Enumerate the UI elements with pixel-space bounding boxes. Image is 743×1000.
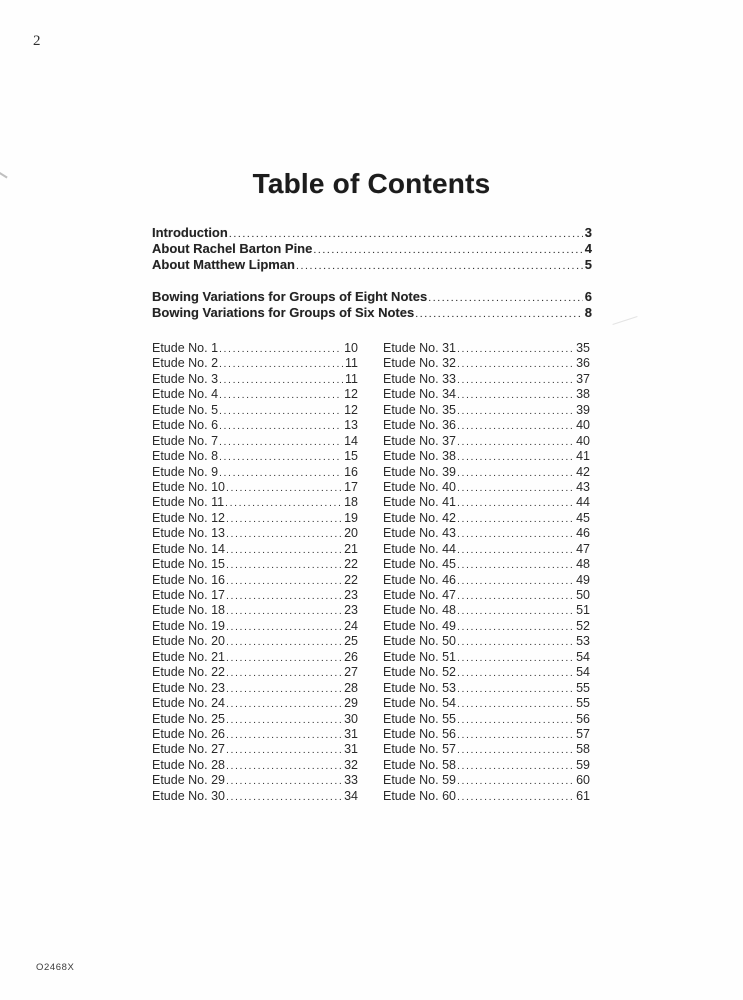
toc-row [152, 495, 358, 510]
toc-entry-page: 12 [344, 402, 358, 417]
dot-leader [225, 558, 342, 573]
toc-entry-label: Etude No. 10 [152, 479, 225, 494]
toc-entry-page: 19 [344, 510, 358, 525]
dot-leader [456, 604, 574, 619]
toc-entry-page: 18 [344, 495, 358, 510]
toc-entry-page: 61 [576, 788, 590, 803]
toc-row [383, 418, 590, 433]
toc-entry-page: 36 [576, 356, 590, 371]
toc-row [383, 573, 590, 588]
toc-entry-page: 33 [344, 773, 358, 788]
toc-entry-label: Etude No. 58 [383, 757, 456, 772]
dot-leader [456, 728, 574, 743]
dot-leader [456, 435, 574, 450]
toc-entry-label: Etude No. 53 [383, 680, 456, 695]
toc-entry-label: Etude No. 50 [383, 634, 456, 649]
toc-entry-page: 54 [576, 665, 590, 680]
dot-leader [218, 388, 342, 403]
toc-row [152, 573, 358, 588]
dot-leader [427, 290, 583, 306]
dot-leader [224, 496, 342, 511]
toc-entry-label: Etude No. 46 [383, 572, 456, 587]
toc-row [152, 542, 358, 557]
toc-entry-page: 21 [344, 541, 358, 556]
toc-entry-page: 15 [344, 449, 358, 464]
toc-entry-page: 43 [576, 479, 590, 494]
toc-row [152, 289, 592, 305]
dot-leader [225, 543, 342, 558]
dot-leader [456, 651, 574, 666]
toc-entry-label: Etude No. 34 [383, 387, 456, 402]
toc-entry-page: 60 [576, 773, 590, 788]
toc-row [152, 789, 358, 804]
toc-entry-label: Etude No. 29 [152, 773, 225, 788]
dot-leader [456, 666, 574, 681]
toc-entry-label: Etude No. 19 [152, 618, 225, 633]
toc-entry-page: 22 [344, 572, 358, 587]
toc-row [383, 480, 590, 495]
dot-leader [225, 527, 342, 542]
dot-leader [456, 759, 574, 774]
toc-entry-page: 56 [576, 711, 590, 726]
dot-leader [228, 226, 583, 242]
toc-entry-label: Etude No. 31 [383, 341, 456, 355]
toc-row [152, 742, 358, 757]
toc-entry-label: Etude No. 16 [152, 572, 225, 587]
bowing-variations-list [152, 289, 592, 321]
toc-entry-label: Etude No. 41 [383, 495, 456, 510]
toc-row [152, 418, 358, 433]
toc-entry-page: 3 [584, 225, 592, 240]
toc-entry-page: 42 [576, 464, 590, 479]
toc-entry-page: 47 [576, 541, 590, 556]
toc-entry-label: Etude No. 12 [152, 510, 225, 525]
dot-leader [456, 635, 574, 650]
toc-row [152, 526, 358, 541]
toc-entry-label: Etude No. 13 [152, 526, 225, 541]
dot-leader [218, 342, 342, 357]
dot-leader [456, 481, 574, 496]
toc-entry-label: Etude No. 49 [383, 618, 456, 633]
toc-entry-page: 54 [576, 649, 590, 664]
dot-leader [225, 635, 342, 650]
toc-row [152, 773, 358, 788]
toc-entry-page: 24 [344, 618, 358, 633]
toc-entry-label: About Matthew Lipman [152, 257, 295, 273]
toc-row [383, 557, 590, 572]
toc-entry-label: Etude No. 51 [383, 649, 456, 664]
dot-leader [456, 558, 574, 573]
toc-row [383, 727, 590, 742]
toc-entry-label: Etude No. 36 [383, 418, 456, 433]
dot-leader [456, 512, 574, 527]
toc-row [152, 758, 358, 773]
dot-leader [225, 759, 342, 774]
toc-entry-page: 50 [576, 588, 590, 602]
toc-entry-label: Etude No. 22 [152, 665, 225, 680]
dot-leader [456, 419, 574, 434]
toc-entry-page: 23 [344, 588, 358, 602]
dot-leader [218, 466, 342, 481]
dot-leader [456, 743, 574, 758]
catalog-number: O2468X [36, 962, 75, 973]
toc-entry-label: Etude No. 20 [152, 634, 225, 649]
dot-leader [456, 682, 574, 697]
dot-leader [225, 666, 342, 681]
toc-entry-page: 23 [344, 603, 358, 618]
toc-row [152, 403, 358, 418]
dot-leader [312, 242, 582, 258]
toc-row [383, 341, 590, 356]
dot-leader [295, 258, 583, 274]
dot-leader [225, 604, 342, 619]
toc-entry-label: Etude No. 25 [152, 711, 225, 726]
toc-entry-label: Etude No. 27 [152, 742, 225, 757]
toc-entry-page: 4 [584, 241, 592, 257]
toc-entry-label: Etude No. 21 [152, 649, 225, 664]
toc-row [383, 696, 590, 711]
dot-leader [225, 790, 342, 805]
toc-entry-page: 32 [344, 757, 358, 772]
toc-entry-label: Etude No. 32 [383, 356, 456, 371]
toc-entry-page: 38 [576, 387, 590, 402]
toc-entry-page: 55 [576, 680, 590, 695]
toc-entry-label: Etude No. 45 [383, 557, 456, 572]
toc-entry-label: Etude No. 56 [383, 726, 456, 741]
etude-list-left-column [152, 341, 358, 804]
toc-row [383, 712, 590, 727]
dot-leader [414, 306, 583, 322]
toc-entry-page: 17 [344, 479, 358, 494]
toc-row [383, 789, 590, 804]
toc-entry-page: 49 [576, 572, 590, 587]
toc-entry-page: 25 [344, 634, 358, 649]
toc-entry-page: 8 [584, 305, 592, 321]
toc-entry-label: Etude No. 54 [383, 696, 456, 711]
dot-leader [456, 373, 574, 388]
dot-leader [225, 512, 342, 527]
toc-row [152, 387, 358, 402]
toc-entry-label: Etude No. 23 [152, 680, 225, 695]
page-title: Table of Contents [252, 168, 491, 199]
dot-leader [225, 713, 342, 728]
toc-entry-label: Etude No. 9 [152, 464, 219, 479]
toc-entry-page: 30 [344, 711, 358, 726]
toc-row [152, 372, 358, 387]
dot-leader [456, 450, 574, 465]
toc-entry-label: Etude No. 26 [152, 726, 225, 741]
toc-entry-page: 13 [344, 418, 358, 433]
toc-entry-label: Etude No. 48 [383, 603, 456, 618]
toc-entry-page: 46 [576, 526, 590, 541]
dot-leader [218, 373, 343, 388]
toc-entry-page: 59 [576, 757, 590, 772]
toc-entry-page: 52 [576, 618, 590, 633]
dot-leader [225, 651, 342, 666]
toc-entry-page: 53 [576, 634, 590, 649]
dot-leader [456, 357, 574, 372]
toc-entry-label: Etude No. 43 [383, 526, 456, 541]
toc-entry-page: 27 [344, 665, 358, 680]
toc-row [152, 480, 358, 495]
toc-entry-page: 39 [576, 402, 590, 417]
toc-row [383, 619, 590, 634]
toc-row [383, 372, 590, 387]
toc-entry-page: 12 [344, 387, 358, 402]
toc-entry-page: 22 [344, 557, 358, 572]
toc-row [383, 758, 590, 773]
toc-entry-label: Etude No. 39 [383, 464, 456, 479]
toc-entry-label: Etude No. 55 [383, 711, 456, 726]
toc-row [383, 650, 590, 665]
toc-entry-page: 28 [344, 680, 358, 695]
toc-row [152, 619, 358, 634]
dot-leader [456, 790, 574, 805]
toc-entry-label: Etude No. 11 [152, 495, 225, 510]
toc-entry-label: Etude No. 18 [152, 603, 225, 618]
toc-row [383, 403, 590, 418]
toc-entry-page: 41 [576, 449, 590, 464]
toc-entry-page: 45 [576, 510, 590, 525]
toc-entry-label: Etude No. 52 [383, 665, 456, 680]
toc-row [383, 526, 590, 541]
toc-entry-label: Bowing Variations for Groups of Six Notes [152, 305, 415, 321]
toc-entry-page: 55 [576, 696, 590, 711]
toc-row [152, 434, 358, 449]
dot-leader [456, 574, 574, 589]
toc-entry-page: 51 [576, 603, 590, 618]
dot-leader [218, 404, 342, 419]
toc-entry-page: 26 [344, 649, 358, 664]
toc-entry-page: 11 [345, 371, 358, 386]
dot-leader [218, 450, 342, 465]
toc-row [383, 773, 590, 788]
toc-entry-label: Etude No. 37 [383, 433, 456, 448]
dot-leader [456, 697, 574, 712]
toc-entry-page: 57 [576, 726, 590, 741]
toc-entry-label: Bowing Variations for Groups of Eight Notes [152, 289, 428, 304]
toc-row [152, 465, 358, 480]
toc-entry-label: Etude No. 42 [383, 510, 456, 525]
toc-entry-label: Etude No. 7 [152, 433, 219, 448]
etude-list-right-column [383, 341, 590, 804]
front-matter-list [152, 225, 592, 274]
toc-row [383, 681, 590, 696]
dot-leader [456, 496, 574, 511]
toc-row [383, 588, 590, 603]
dot-leader [456, 342, 574, 357]
scan-artifact [612, 316, 637, 325]
toc-entry-label: Etude No. 60 [383, 788, 456, 803]
dot-leader [225, 574, 342, 589]
toc-row [152, 588, 358, 603]
toc-row [152, 681, 358, 696]
toc-row [383, 449, 590, 464]
toc-row [383, 434, 590, 449]
toc-entry-page: 58 [576, 742, 590, 757]
toc-entry-page: 48 [576, 557, 590, 572]
toc-entry-page: 37 [576, 371, 590, 386]
toc-entry-label: Etude No. 15 [152, 557, 225, 572]
toc-entry-page: 44 [576, 495, 590, 510]
toc-row [383, 511, 590, 526]
toc-entry-label: Etude No. 4 [152, 387, 219, 402]
toc-entry-label: Etude No. 35 [383, 402, 456, 417]
toc-row [383, 542, 590, 557]
toc-row [152, 305, 592, 321]
dot-leader [456, 404, 574, 419]
toc-row [152, 257, 592, 273]
dot-leader [218, 419, 342, 434]
toc-entry-page: 16 [344, 464, 358, 479]
dot-leader [225, 728, 342, 743]
dot-leader [456, 466, 574, 481]
dot-leader [225, 697, 342, 712]
toc-entry-label: Etude No. 5 [152, 402, 219, 417]
dot-leader [456, 388, 574, 403]
dot-leader [456, 774, 574, 789]
dot-leader [456, 589, 574, 604]
toc-entry-label: Etude No. 38 [383, 449, 456, 464]
dot-leader [225, 774, 342, 789]
dot-leader [225, 682, 342, 697]
toc-row [383, 603, 590, 618]
toc-entry-label: Etude No. 59 [383, 773, 456, 788]
toc-row [152, 557, 358, 572]
toc-entry-label: Etude No. 2 [152, 356, 219, 371]
dot-leader [456, 713, 574, 728]
toc-row [152, 225, 592, 241]
toc-row [152, 634, 358, 649]
toc-entry-page: 31 [344, 742, 358, 757]
toc-entry-page: 5 [584, 257, 592, 273]
toc-entry-label: Etude No. 30 [152, 788, 225, 803]
toc-entry-label: Etude No. 17 [152, 588, 225, 602]
dot-leader [218, 435, 342, 450]
toc-row [152, 511, 358, 526]
toc-entry-page: 31 [344, 726, 358, 741]
toc-entry-page: 40 [576, 433, 590, 448]
dot-leader [456, 527, 574, 542]
page-number-folio: 2 [33, 33, 41, 49]
toc-entry-label: Etude No. 28 [152, 757, 225, 772]
toc-row [383, 742, 590, 757]
dot-leader [225, 481, 342, 496]
toc-row [152, 727, 358, 742]
toc-entry-page: 6 [584, 289, 592, 304]
toc-row [383, 495, 590, 510]
toc-row [152, 341, 358, 356]
toc-row [152, 665, 358, 680]
toc-row [152, 356, 358, 371]
toc-row [383, 356, 590, 371]
toc-row [383, 465, 590, 480]
dot-leader [225, 620, 342, 635]
toc-entry-page: 40 [576, 418, 590, 433]
dot-leader [456, 543, 574, 558]
toc-row [383, 387, 590, 402]
toc-entry-page: 35 [576, 341, 590, 355]
toc-row [152, 696, 358, 711]
toc-entry-label: Etude No. 14 [152, 541, 225, 556]
dot-leader [456, 620, 574, 635]
toc-entry-label: Etude No. 6 [152, 418, 219, 433]
toc-entry-page: 10 [344, 341, 358, 355]
toc-entry-label: Etude No. 8 [152, 449, 219, 464]
dot-leader [218, 357, 343, 372]
toc-entry-label: Etude No. 33 [383, 371, 456, 386]
toc-entry-label: Etude No. 1 [152, 341, 219, 355]
toc-entry-page: 11 [345, 356, 358, 371]
toc-row [383, 665, 590, 680]
toc-entry-label: Etude No. 3 [152, 371, 219, 386]
toc-entry-page: 20 [344, 526, 358, 541]
toc-row [152, 241, 592, 257]
dot-leader [225, 589, 342, 604]
toc-entry-page: 34 [344, 788, 358, 803]
toc-entry-label: About Rachel Barton Pine [152, 241, 313, 257]
dot-leader [225, 743, 342, 758]
toc-entry-label: Etude No. 57 [383, 742, 456, 757]
toc-entry-label: Etude No. 24 [152, 696, 225, 711]
toc-entry-page: 14 [344, 433, 358, 448]
toc-row [152, 449, 358, 464]
toc-row [152, 712, 358, 727]
toc-row [383, 634, 590, 649]
toc-entry-label: Etude No. 47 [383, 588, 456, 602]
toc-entry-page: 29 [344, 696, 358, 711]
toc-entry-label: Introduction [152, 225, 228, 240]
toc-entry-label: Etude No. 40 [383, 479, 456, 494]
toc-row [152, 603, 358, 618]
toc-row [152, 650, 358, 665]
toc-entry-label: Etude No. 44 [383, 541, 456, 556]
